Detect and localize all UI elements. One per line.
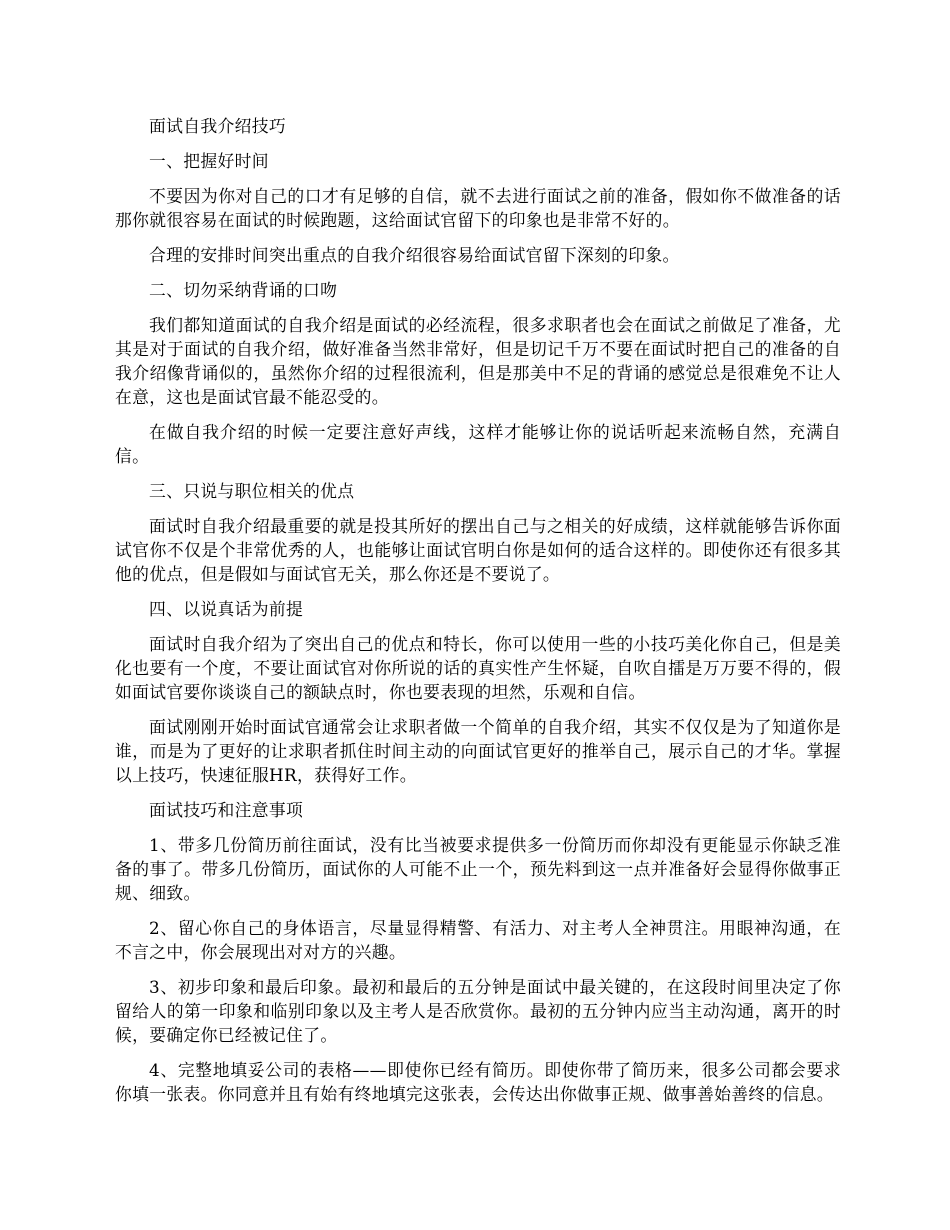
section-heading-tips: 面试技巧和注意事项 xyxy=(149,800,304,820)
tip-item-1: 1、带多几份简历前往面试，没有比当被要求提供多一份简历而你却没有更能显示你缺乏准备的事了。带多几份简历，面试你的人可能不止一个，预先料到这一点并准备好会显得你做事正规、细致。 xyxy=(115,835,841,903)
document-title: 面试自我介绍技巧 xyxy=(149,116,286,136)
tip-item-2: 2、留心你自己的身体语言，尽量显得精警、有活力、对主考人全神贯注。用眼神沟通，在不言之中，你会展现出对对方的兴趣。 xyxy=(115,918,841,962)
document-body xyxy=(115,114,841,1117)
body-paragraph: 面试时自我介绍为了突出自己的优点和特长，你可以使用一些的小技巧美化你自己，但是美化也要有一个度，不要让面试官对你所说的话的真实性产生怀疑，自吹自擂是万万要不得的，假如面试官要你谈谈自己的额缺点时，你也要表现的坦然，乐观和自信。 xyxy=(115,634,841,702)
body-paragraph: 面试刚刚开始时面试官通常会让求职者做一个简单的自我介绍，其实不仅仅是为了知道你是谁，而是为了更好的让求职者抓住时间主动的向面试官更好的推举自己，展示自己的才华。掌握以上技巧，快速征服HR，获得好工作。 xyxy=(115,717,841,785)
section-heading-3: 三、只说与职位相关的优点 xyxy=(149,481,355,501)
body-paragraph: 在做自我介绍的时候一定要注意好声线，这样才能够让你的说话听起来流畅自然，充满自信。 xyxy=(115,422,841,466)
body-paragraph: 合理的安排时间突出重点的自我介绍很容易给面试官留下深刻的印象。 xyxy=(149,245,680,265)
section-heading-2: 二、切勿采纳背诵的口吻 xyxy=(149,280,338,300)
tip-item-3: 3、初步印象和最后印象。最初和最后的五分钟是面试中最关键的，在这段时间里决定了你留给人的第一印象和临别印象以及主考人是否欣赏你。最初的五分钟内应当主动沟通，离开的时候，要确定你已经被记住了。 xyxy=(115,977,841,1045)
section-heading-4: 四、以说真话为前提 xyxy=(149,599,304,619)
section-heading-1: 一、把握好时间 xyxy=(149,151,269,171)
body-paragraph: 我们都知道面试的自我介绍是面试的必经流程，很多求职者也会在面试之前做足了准备，尤其是对于面试的自我介绍，做好准备当然非常好，但是切记千万不要在面试时把自己的准备的自我介绍像背诵似的，虽然你介绍的过程很流利，但是那美中不足的背诵的感觉总是很难免不让人在意，这也是面试官最不能忍受的。 xyxy=(115,315,841,407)
body-paragraph: 面试时自我介绍最重要的就是投其所好的摆出自己与之相关的好成绩，这样就能够告诉你面试官你不仅是个非常优秀的人，也能够让面试官明白你是如何的适合这样的。即使你还有很多其他的优点，但是假如与面试官无关，那么你还是不要说了。 xyxy=(115,516,841,584)
body-paragraph: 不要因为你对自己的口才有足够的自信，就不去进行面试之前的准备，假如你不做准备的话那你就很容易在面试的时候跑题，这给面试官留下的印象也是非常不好的。 xyxy=(115,186,841,230)
tip-item-4: 4、完整地填妥公司的表格——即使你已经有简历。即使你带了简历来，很多公司都会要求你填一张表。你同意并且有始有终地填完这张表，会传达出你做事正规、做事善始善终的信息。 xyxy=(115,1060,841,1104)
